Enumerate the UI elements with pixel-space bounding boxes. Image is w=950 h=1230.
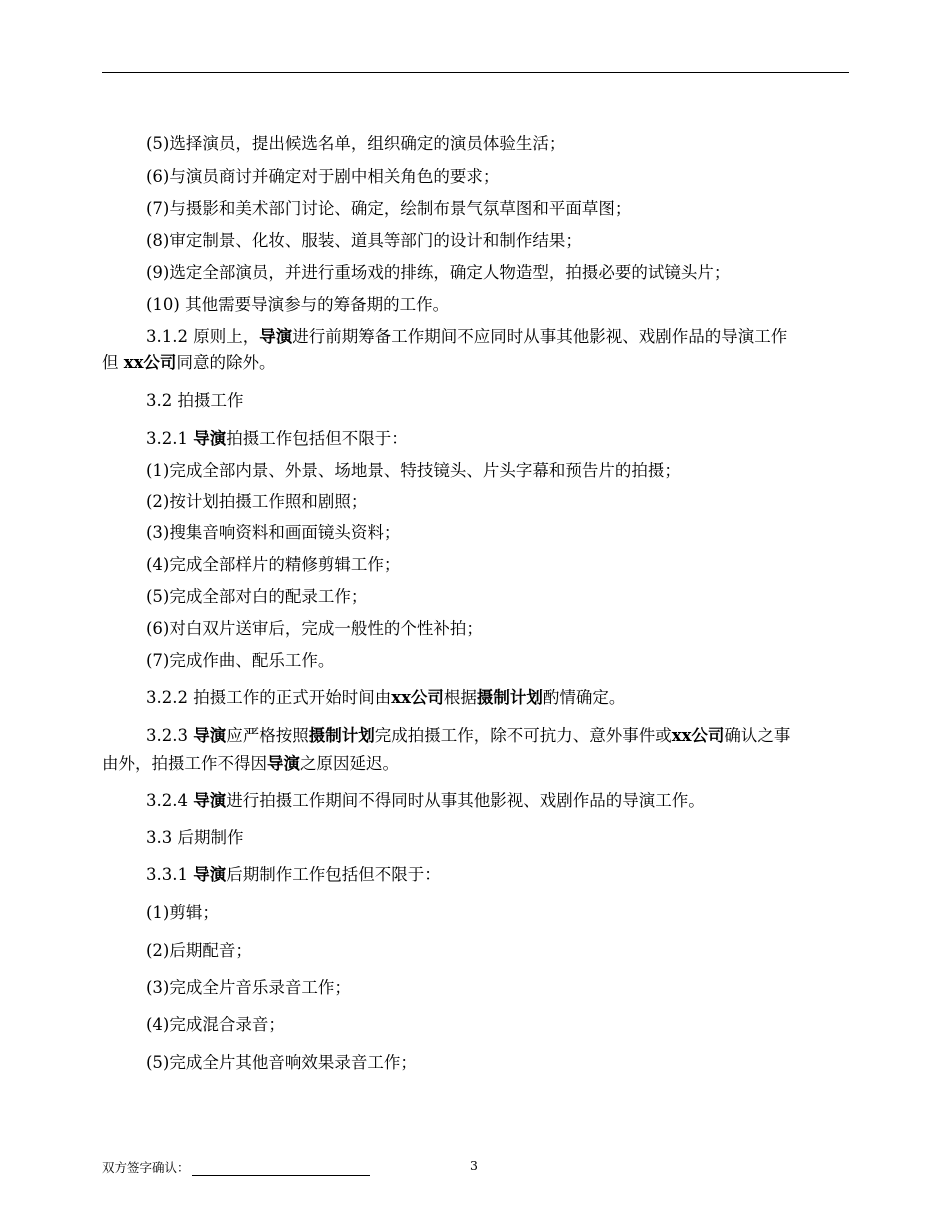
list-item: (2)按计划拍摄工作照和剧照； xyxy=(146,492,368,511)
list-item: (1)完成全部内景、外景、场地景、特技镜头、片头字幕和预告片的拍摄； xyxy=(146,461,681,480)
list-item: (2)后期配音； xyxy=(146,941,252,960)
paragraph-3-2-3-line2: 由外，拍摄工作不得因导演之原因延迟。 xyxy=(102,754,399,773)
section-heading-3-2: 3.2 拍摄工作 xyxy=(146,391,244,410)
list-item: (3)搜集音响资料和画面镜头资料； xyxy=(146,523,401,542)
paragraph-3-2-4: 3.2.4 导演进行拍摄工作期间不得同时从事其他影视、戏剧作品的导演工作。 xyxy=(146,791,705,810)
signature-line xyxy=(192,1161,370,1176)
list-item: (9)选定全部演员，并进行重场戏的排练，确定人物造型，拍摄必要的试镜头片； xyxy=(146,263,731,282)
list-item: (5)选择演员，提出候选名单，组织确定的演员体验生活； xyxy=(146,134,566,153)
list-item: (6)与演员商讨并确定对于剧中相关角色的要求； xyxy=(146,167,500,186)
list-item: (10) 其他需要导演参与的筹备期的工作。 xyxy=(146,295,450,314)
section-heading-3-3: 3.3 后期制作 xyxy=(146,828,244,847)
signature-footer xyxy=(102,1158,370,1176)
list-item: (7)完成作曲、配乐工作。 xyxy=(146,651,335,670)
paragraph-3-3-1: 3.3.1 导演后期制作工作包括但不限于： xyxy=(146,865,441,884)
paragraph-3-2-1: 3.2.1 导演拍摄工作包括但不限于： xyxy=(146,429,408,448)
list-item: (3)完成全片音乐录音工作； xyxy=(146,978,351,997)
list-item: (4)完成混合录音； xyxy=(146,1015,285,1034)
header-rule xyxy=(102,72,849,73)
list-item: (4)完成全部样片的精修剪辑工作； xyxy=(146,555,401,574)
page-number: 3 xyxy=(470,1158,478,1173)
paragraph-3-2-2: 3.2.2 拍摄工作的正式开始时间由xx公司根据摄制计划酌情确定。 xyxy=(146,688,626,707)
paragraph-3-1-2-line2: 但 xx公司同意的除外。 xyxy=(102,353,276,372)
list-item: (6)对白双片送审后，完成一般性的个性补拍； xyxy=(146,619,483,638)
paragraph-3-2-3-line1: 3.2.3 导演应严格按照摄制计划完成拍摄工作，除不可抗力、意外事件或xx公司确认之事 xyxy=(146,726,791,745)
list-item: (1)剪辑； xyxy=(146,903,219,922)
signature-label: 双方签字确认： xyxy=(102,1160,190,1175)
list-item: (5)完成全片其他音响效果录音工作； xyxy=(146,1053,417,1072)
list-item: (8)审定制景、化妆、服装、道具等部门的设计和制作结果； xyxy=(146,231,582,250)
paragraph-3-1-2-line1: 3.1.2 原则上，导演进行前期筹备工作期间不应同时从事其他影视、戏剧作品的导演工作 xyxy=(146,327,788,346)
list-item: (5)完成全部对白的配录工作； xyxy=(146,587,368,606)
list-item: (7)与摄影和美术部门讨论、确定，绘制布景气氛草图和平面草图； xyxy=(146,199,632,218)
